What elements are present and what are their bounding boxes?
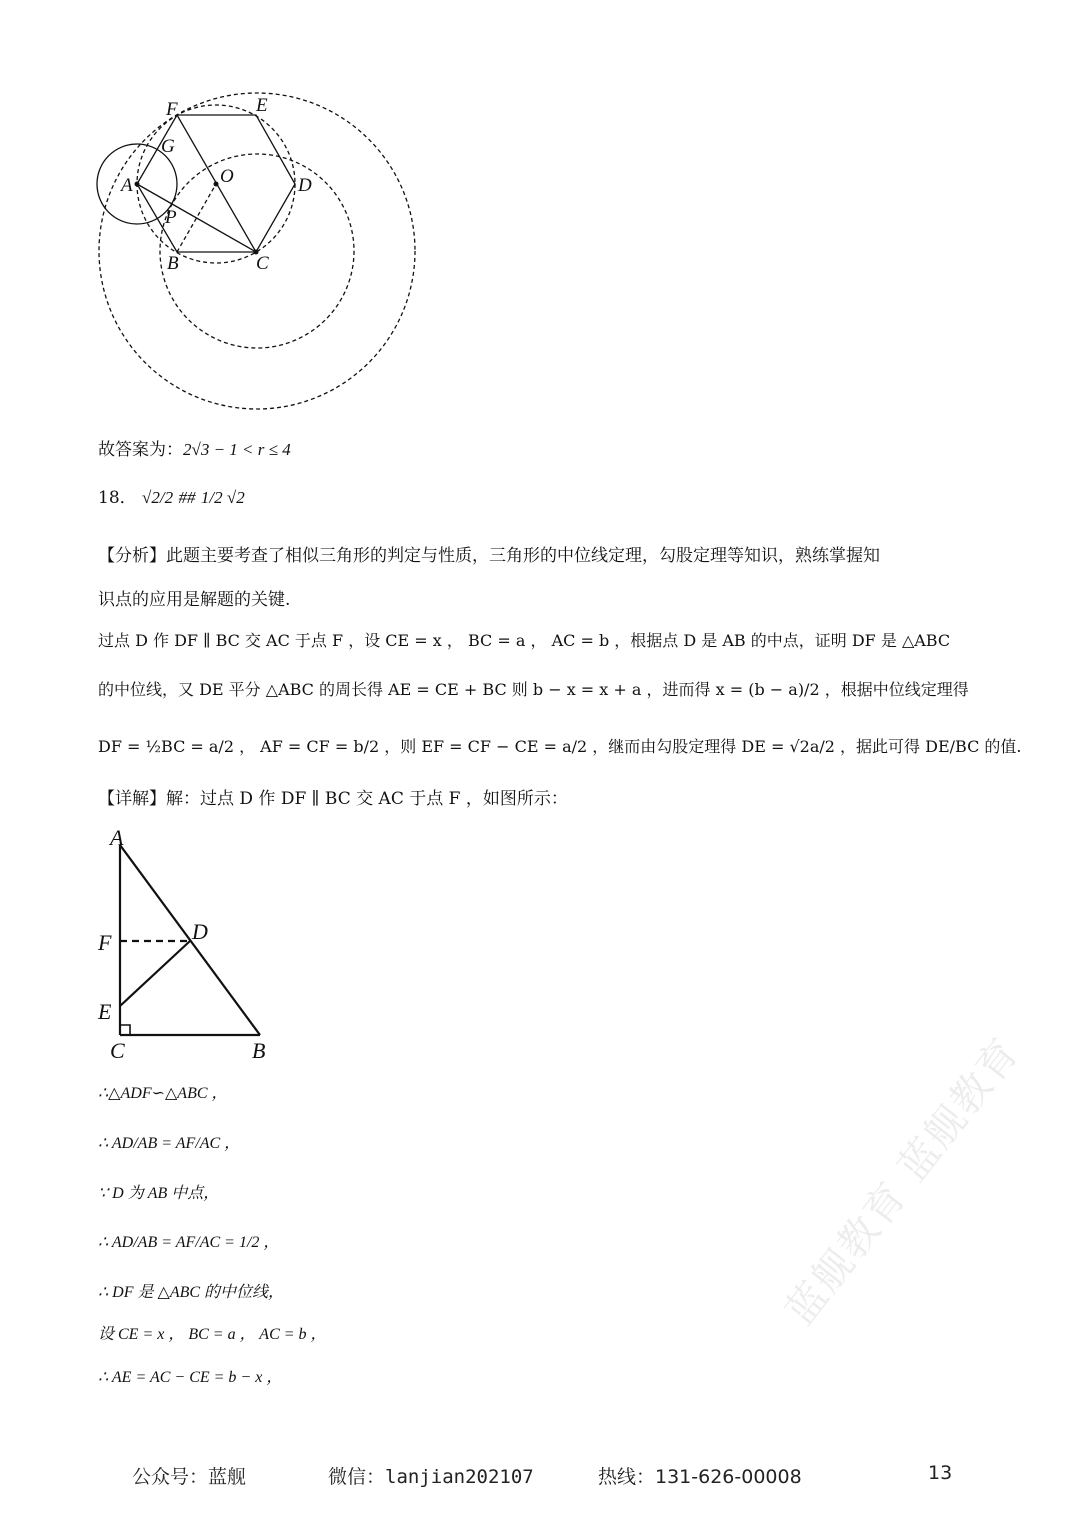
label-f: F [166, 99, 178, 120]
detail-text-1: 解：过点 D 作 DF ∥ BC 交 AC 于点 F ，如图所示： [166, 789, 568, 809]
label-f2: F [98, 930, 112, 955]
footer-hotline: 热线：131-626-00008 [598, 1466, 802, 1488]
step-7: ∴ AE = AC − CE = b − x ， [98, 1369, 283, 1386]
label-g: G [161, 136, 175, 157]
label-e2: E [98, 999, 112, 1024]
label-b: B [167, 253, 179, 274]
label-c2: C [110, 1038, 125, 1063]
step-4: ∴ AD/AB = AF/AC = 1/2 ， [98, 1234, 280, 1251]
label-d2: D [192, 919, 208, 944]
label-b2: B [252, 1038, 266, 1063]
analysis-tag: 【分析】 [98, 546, 166, 566]
analysis-line-4: 的中位线，又 DE 平分 △ABC 的周长得 AE = CE + BC 则 b − x = x + a ，进而得 x = (b − a)/2 ，根据中位线定理得 [98, 680, 969, 699]
analysis-line-5: DF = ½BC = a/2 ， AF = CF = b/2 ，则 EF = CF − CE = a/2 ，继而由勾股定理得 DE = √2a/2 ，据此可得 DE/BC 的值. [98, 737, 1022, 756]
side-ab [120, 845, 260, 1035]
label-o: O [220, 166, 234, 187]
step-6: 设 CE = x ， BC = a ， AC = b ， [98, 1326, 327, 1343]
page-number: 13 [928, 1462, 953, 1484]
answer-17 [98, 440, 291, 460]
right-angle-mark [120, 1025, 130, 1035]
analysis-line-1 [98, 546, 880, 566]
figure-triangle [90, 822, 290, 1067]
segment-ed [120, 941, 190, 1006]
detail-line-1 [98, 789, 568, 809]
label-e: E [256, 95, 268, 116]
segment-ac [137, 184, 256, 252]
figure-hexagon-circles [0, 0, 440, 420]
label-d: D [298, 175, 312, 196]
answer-expression: 2√3 − 1 < r ≤ 4 [183, 440, 291, 459]
question-18-answer [98, 488, 245, 508]
analysis-text-1: 此题主要考查了相似三角形的判定与性质，三角形的中位线定理，勾股定理等知识，熟练掌握知 [166, 546, 880, 566]
analysis-line-3: 过点 D 作 DF ∥ BC 交 AC 于点 F ，设 CE = x ， BC = a ， AC = b ，根据点 D 是 AB 的中点，证明 DF 是 △ABC [98, 631, 951, 650]
label-c: C [256, 253, 269, 274]
footer-wechat: 微信：lanjian202107 [328, 1466, 534, 1488]
step-3: ∵ D 为 AB 中点， [98, 1185, 220, 1202]
step-1: ∴△ADF∽△ABC ， [98, 1085, 228, 1102]
answer-prefix: 故答案为： [98, 440, 183, 460]
answer-b: 1/2 √2 [200, 488, 245, 507]
step-5: ∴ DF 是 △ABC 的中位线， [98, 1284, 285, 1301]
separator: ## [178, 488, 196, 507]
detail-tag: 【详解】 [98, 789, 166, 809]
step-2: ∴ AD/AB = AF/AC ， [98, 1135, 241, 1152]
label-p: P [165, 207, 177, 228]
watermark: 蓝舰教育 蓝舰教育 [777, 1029, 1030, 1334]
question-number: 18． [98, 488, 137, 508]
label-a2: A [110, 825, 124, 850]
answer-a: √2/2 [142, 488, 174, 507]
analysis-line-2: 识点的应用是解题的关键. [98, 590, 291, 610]
footer-account: 公众号：蓝舰 [132, 1466, 247, 1488]
label-a: A [121, 175, 133, 196]
